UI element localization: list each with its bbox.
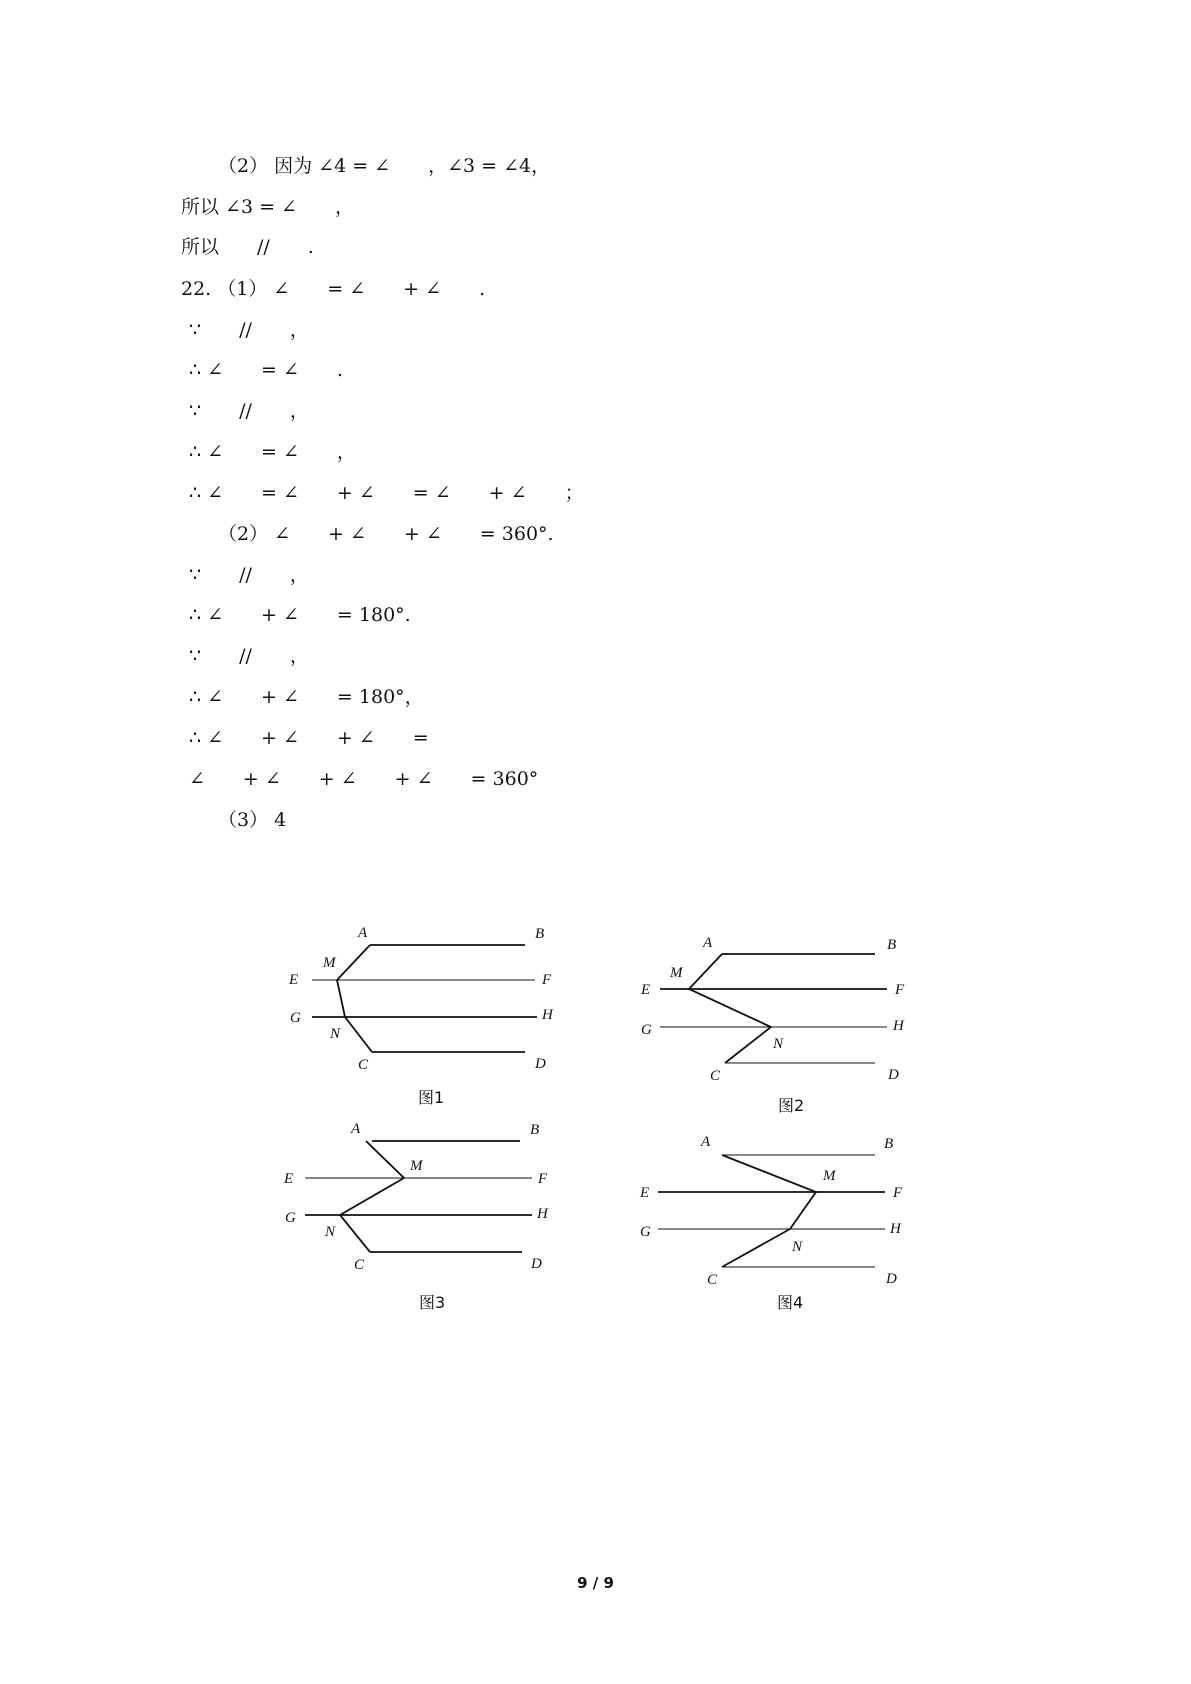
fig4-label-h: H xyxy=(890,1221,901,1237)
line-because-1: ∵ // ， xyxy=(189,319,309,341)
line-q22-part1: 22. （1） ∠ = ∠ + ∠ . xyxy=(181,278,486,300)
line-q22-part3: （3） 4 xyxy=(218,809,287,831)
fig3-label-f: F xyxy=(538,1171,548,1187)
figure-2-caption: 图2 xyxy=(778,1096,805,1115)
line-therefore-3: ∴ ∠ = ∠ + ∠ = ∠ + ∠ ； xyxy=(189,482,584,504)
fig1-label-d: D xyxy=(535,1056,546,1072)
fig1-label-m: M xyxy=(323,955,336,971)
fig4-label-c: C xyxy=(707,1272,718,1288)
fig3-label-g: G xyxy=(285,1210,296,1226)
figure-3-caption: 图3 xyxy=(419,1293,446,1312)
line-so-angle3: 所以 ∠3 = ∠ ， xyxy=(181,196,354,218)
line-part2-because: （2） 因为 ∠4 = ∠ ，∠3 = ∠4， xyxy=(218,155,551,177)
fig2-label-n: N xyxy=(773,1036,784,1052)
fig1-label-b: B xyxy=(535,926,545,942)
fig4-label-g: G xyxy=(640,1224,651,1240)
fig3-label-n: N xyxy=(325,1224,336,1240)
figure-1-caption: 图1 xyxy=(418,1088,445,1107)
fig2-label-f: F xyxy=(895,982,905,998)
fig2-label-b: B xyxy=(887,937,897,953)
fig2-label-h: H xyxy=(893,1018,904,1034)
fig3-label-d: D xyxy=(531,1256,542,1272)
line-therefore-4: ∴ ∠ + ∠ = 180°. xyxy=(189,604,411,626)
fig1-label-a: A xyxy=(358,925,368,941)
line-sum-360: ∠ + ∠ + ∠ + ∠ = 360° xyxy=(189,768,539,790)
fig2-label-a: A xyxy=(703,935,713,951)
fig3-label-a: A xyxy=(351,1121,361,1137)
fig4-label-m: M xyxy=(823,1168,836,1184)
fig4-label-e: E xyxy=(640,1185,650,1201)
page-number: 9 / 9 xyxy=(577,1574,614,1592)
line-because-2: ∵ // ， xyxy=(189,400,309,422)
line-so-parallel: 所以 // . xyxy=(181,236,314,258)
fig3-label-b: B xyxy=(530,1122,540,1138)
fig1-label-e: E xyxy=(289,972,299,988)
fig3-label-h: H xyxy=(537,1206,548,1222)
line-because-4: ∵ // ， xyxy=(189,645,309,667)
fig3-label-c: C xyxy=(354,1257,365,1273)
fig4-label-d: D xyxy=(886,1271,897,1287)
fig4-label-n: N xyxy=(792,1239,803,1255)
fig3-label-e: E xyxy=(284,1171,294,1187)
fig3-label-m: M xyxy=(410,1158,423,1174)
fig1-label-c: C xyxy=(358,1057,369,1073)
line-q22-part2: （2） ∠ + ∠ + ∠ = 360°. xyxy=(218,523,554,545)
fig2-label-c: C xyxy=(710,1068,721,1084)
fig1-label-g: G xyxy=(290,1010,301,1026)
fig2-label-e: E xyxy=(641,982,651,998)
fig1-label-f: F xyxy=(542,972,552,988)
fig2-label-d: D xyxy=(888,1067,899,1083)
line-because-3: ∵ // ， xyxy=(189,564,309,586)
fig4-label-f: F xyxy=(893,1185,903,1201)
fig4-label-b: B xyxy=(884,1136,894,1152)
fig2-label-g: G xyxy=(641,1022,652,1038)
line-therefore-2: ∴ ∠ = ∠ ， xyxy=(189,441,356,463)
fig4-label-a: A xyxy=(701,1134,711,1150)
line-therefore-1: ∴ ∠ = ∠ . xyxy=(189,359,343,381)
fig1-label-n: N xyxy=(330,1026,341,1042)
fig2-label-m: M xyxy=(670,965,683,981)
figure-4-caption: 图4 xyxy=(777,1293,804,1312)
fig1-label-h: H xyxy=(542,1007,553,1023)
line-therefore-5: ∴ ∠ + ∠ = 180°， xyxy=(189,686,424,708)
line-therefore-6: ∴ ∠ + ∠ + ∠ = xyxy=(189,727,429,749)
